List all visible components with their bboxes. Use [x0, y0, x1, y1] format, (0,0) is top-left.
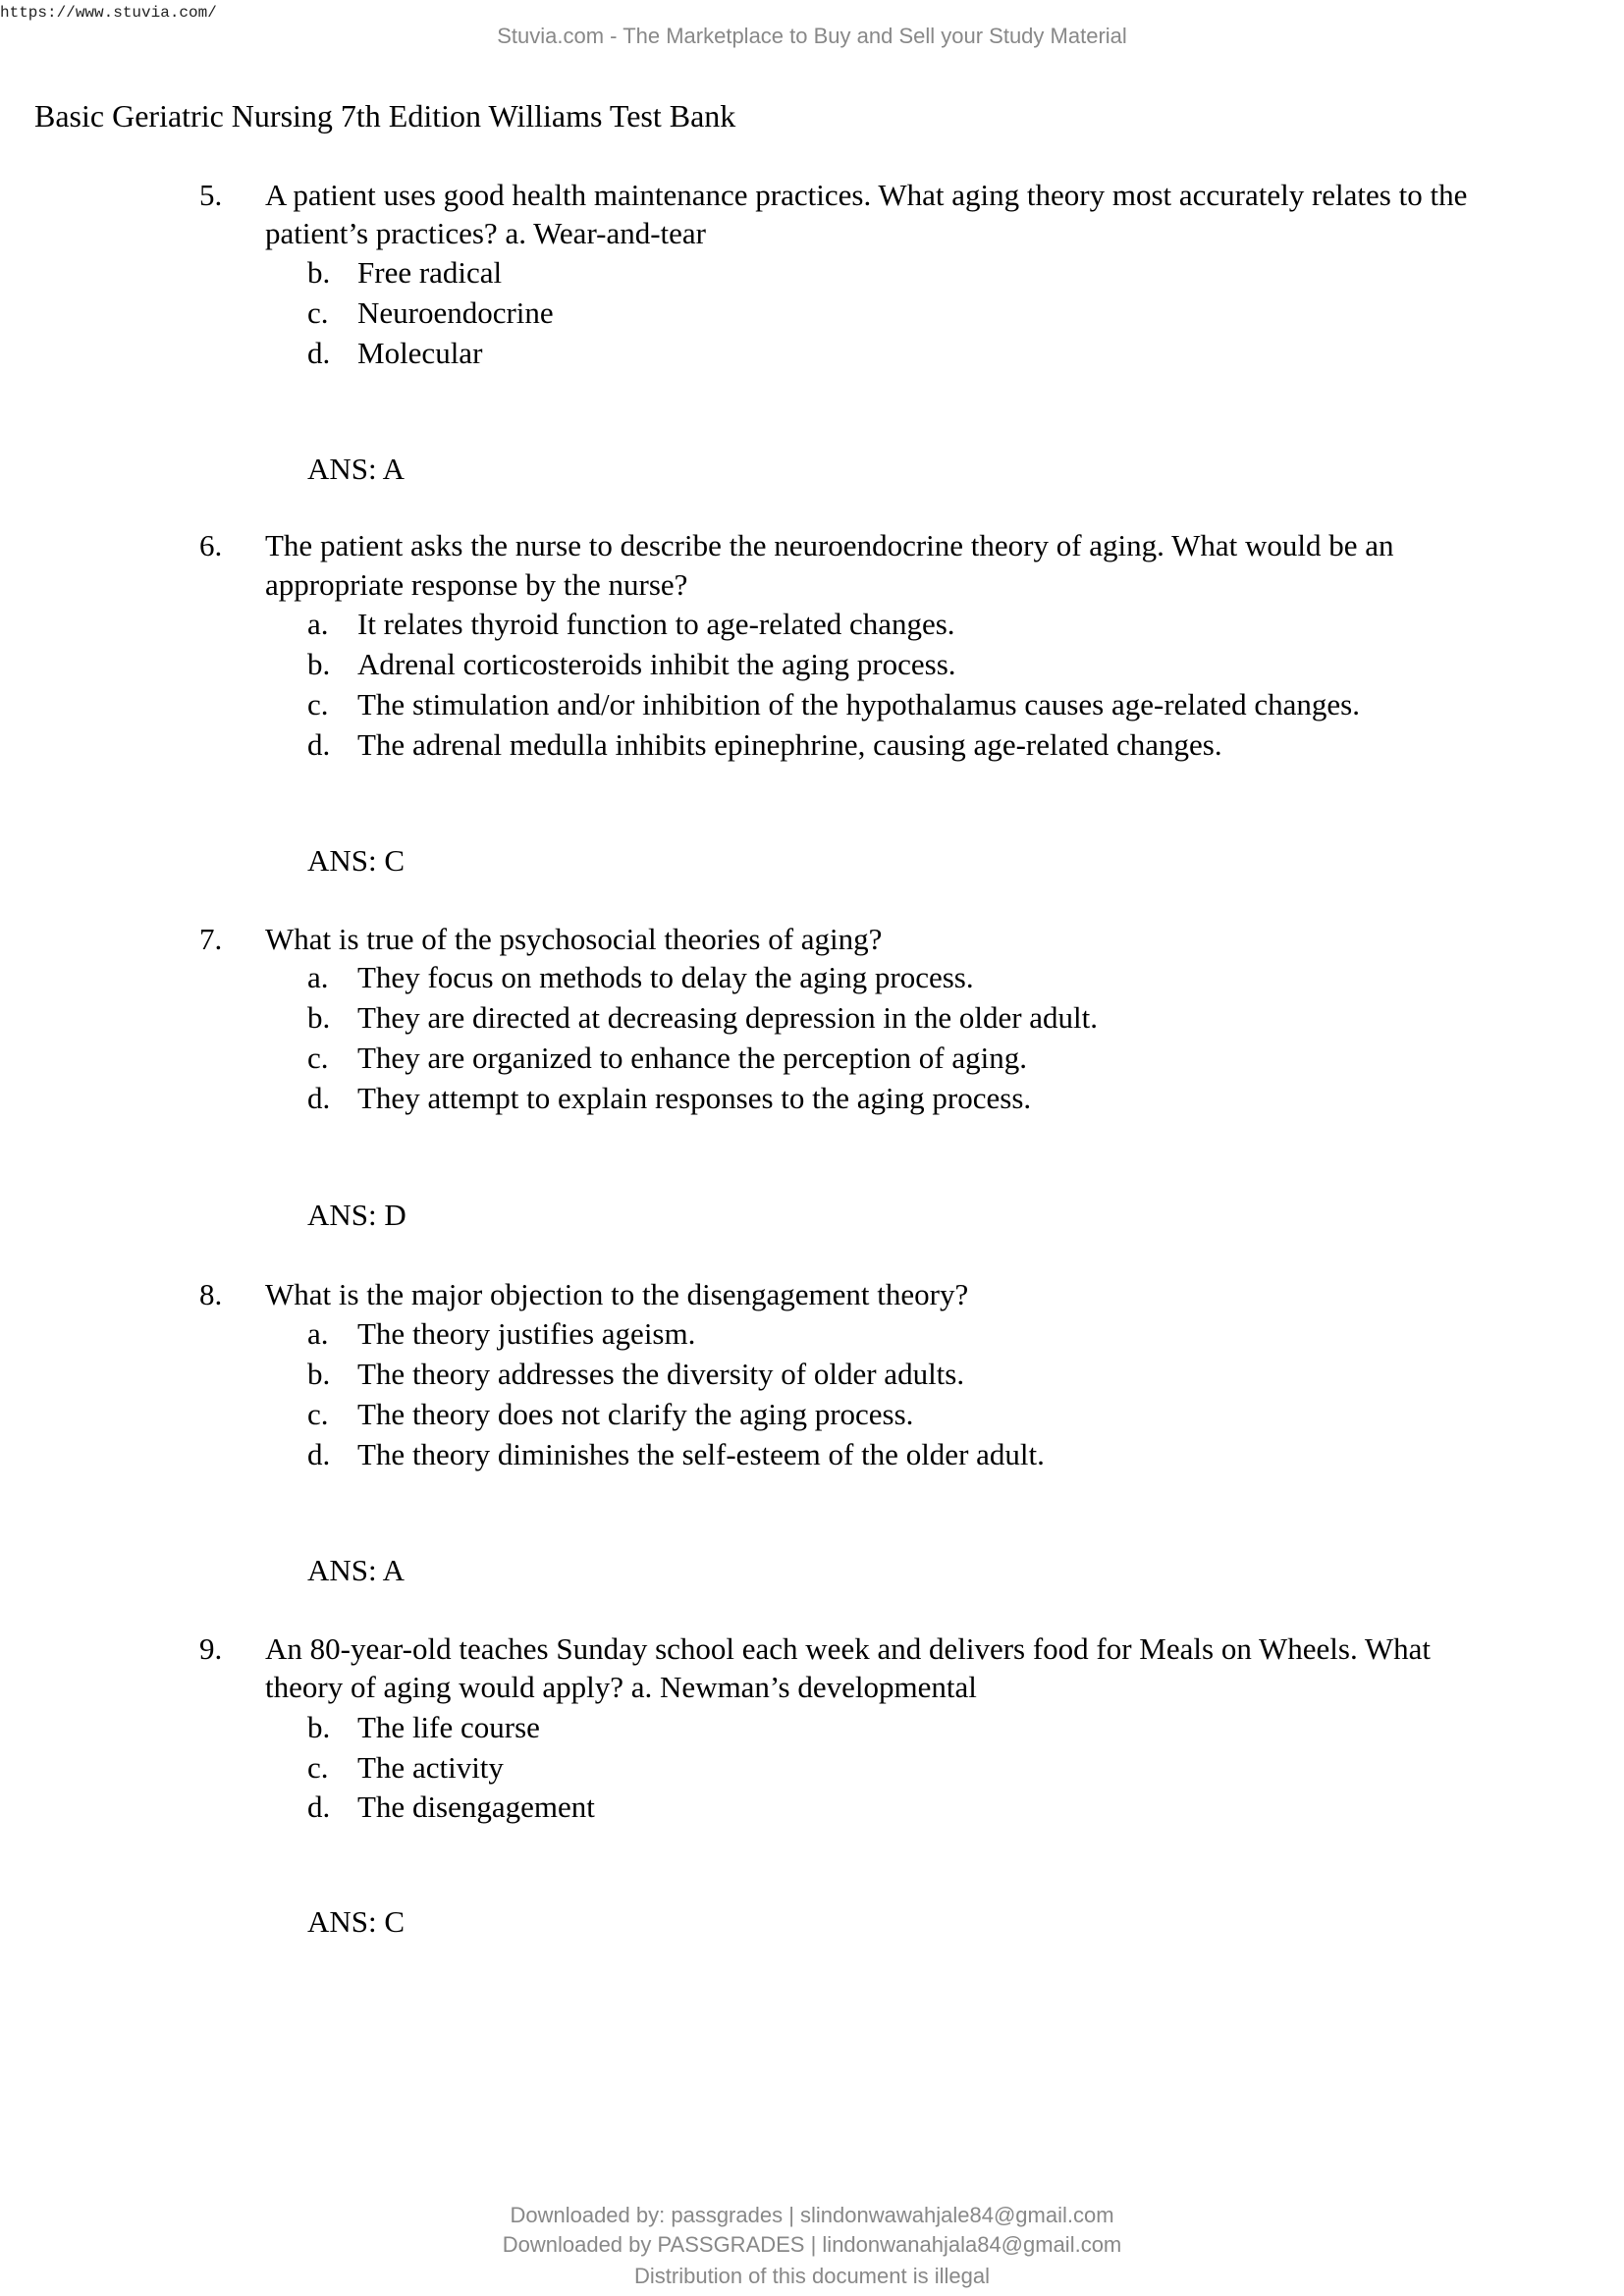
answer-key: ANS: C: [307, 843, 406, 878]
download-notice-secondary: Downloaded by PASSGRADES | lindonwanahjala84@gmail.com: [502, 2232, 1122, 2257]
option-letter: c.: [307, 1041, 329, 1075]
option-letter: d.: [307, 336, 331, 370]
option-text: Adrenal corticosteroids inhibit the aging process.: [357, 647, 956, 681]
question-number: 9.: [199, 1631, 223, 1666]
source-url: https://www.stuvia.com/: [0, 4, 217, 22]
document-title: Basic Geriatric Nursing 7th Edition Williams Test Bank: [34, 98, 736, 133]
option-letter: d.: [307, 727, 331, 762]
download-notice: Downloaded by: passgrades | slindonwawahjale84@gmail.com: [510, 2203, 1114, 2227]
question-stem: appropriate response by the nurse?: [265, 567, 688, 602]
option-text: The adrenal medulla inhibits epinephrine, causing age-related changes.: [357, 727, 1222, 762]
option-letter: b.: [307, 255, 331, 290]
question-stem: theory of aging would apply? a. Newman’s developmental: [265, 1670, 977, 1704]
question-stem: The patient asks the nurse to describe the neuroendocrine theory of aging. What would be an: [265, 528, 1394, 562]
answer-key: ANS: C: [307, 1904, 406, 1939]
option-letter: b.: [307, 647, 331, 681]
option-letter: a.: [307, 960, 329, 994]
option-letter: c.: [307, 1397, 329, 1431]
option-text: They focus on methods to delay the aging process.: [357, 960, 974, 994]
option-text: The stimulation and/or inhibition of the hypothalamus causes age-related changes.: [357, 687, 1360, 721]
option-text: The theory addresses the diversity of older adults.: [357, 1357, 965, 1391]
question-stem: A patient uses good health maintenance practices. What aging theory most accurately relates to the: [265, 178, 1468, 212]
option-letter: c.: [307, 1750, 329, 1785]
option-letter: c.: [307, 295, 329, 330]
option-letter: b.: [307, 1000, 331, 1035]
option-text: The activity: [357, 1750, 504, 1785]
distribution-notice: Distribution of this document is illegal: [634, 2264, 990, 2288]
question-number: 8.: [199, 1277, 223, 1311]
option-letter: a.: [307, 607, 329, 641]
question-stem: patient’s practices? a. Wear-and-tear: [265, 216, 707, 250]
option-text: The life course: [357, 1710, 540, 1744]
question-number: 5.: [199, 178, 223, 212]
option-text: It relates thyroid function to age-related changes.: [357, 607, 955, 641]
option-letter: d.: [307, 1081, 331, 1115]
answer-key: ANS: A: [307, 1553, 406, 1587]
answer-key: ANS: D: [307, 1198, 406, 1232]
option-text: The theory does not clarify the aging process.: [357, 1397, 914, 1431]
question-stem: What is the major objection to the disengagement theory?: [265, 1277, 969, 1311]
answer-key: ANS: A: [307, 452, 406, 486]
option-text: The disengagement: [357, 1789, 595, 1824]
option-text: Molecular: [357, 336, 483, 370]
option-text: Free radical: [357, 255, 503, 290]
question-stem: What is true of the psychosocial theories of aging?: [265, 922, 883, 956]
option-letter: a.: [307, 1316, 329, 1351]
option-letter: d.: [307, 1437, 331, 1471]
option-text: The theory diminishes the self-esteem of the older adult.: [357, 1437, 1045, 1471]
question-stem: An 80-year-old teaches Sunday school each week and delivers food for Meals on Wheels. What: [265, 1631, 1432, 1666]
option-letter: b.: [307, 1710, 331, 1744]
option-text: They attempt to explain responses to the aging process.: [357, 1081, 1032, 1115]
option-letter: d.: [307, 1789, 331, 1824]
question-number: 6.: [199, 528, 223, 562]
option-text: The theory justifies ageism.: [357, 1316, 696, 1351]
option-letter: c.: [307, 687, 329, 721]
question-number: 7.: [199, 922, 223, 956]
option-text: Neuroendocrine: [357, 295, 554, 330]
option-text: They are directed at decreasing depression in the older adult.: [357, 1000, 1099, 1035]
option-letter: b.: [307, 1357, 331, 1391]
option-text: They are organized to enhance the perception of aging.: [357, 1041, 1027, 1075]
site-tagline: Stuvia.com - The Marketplace to Buy and Sell your Study Material: [497, 24, 1127, 48]
